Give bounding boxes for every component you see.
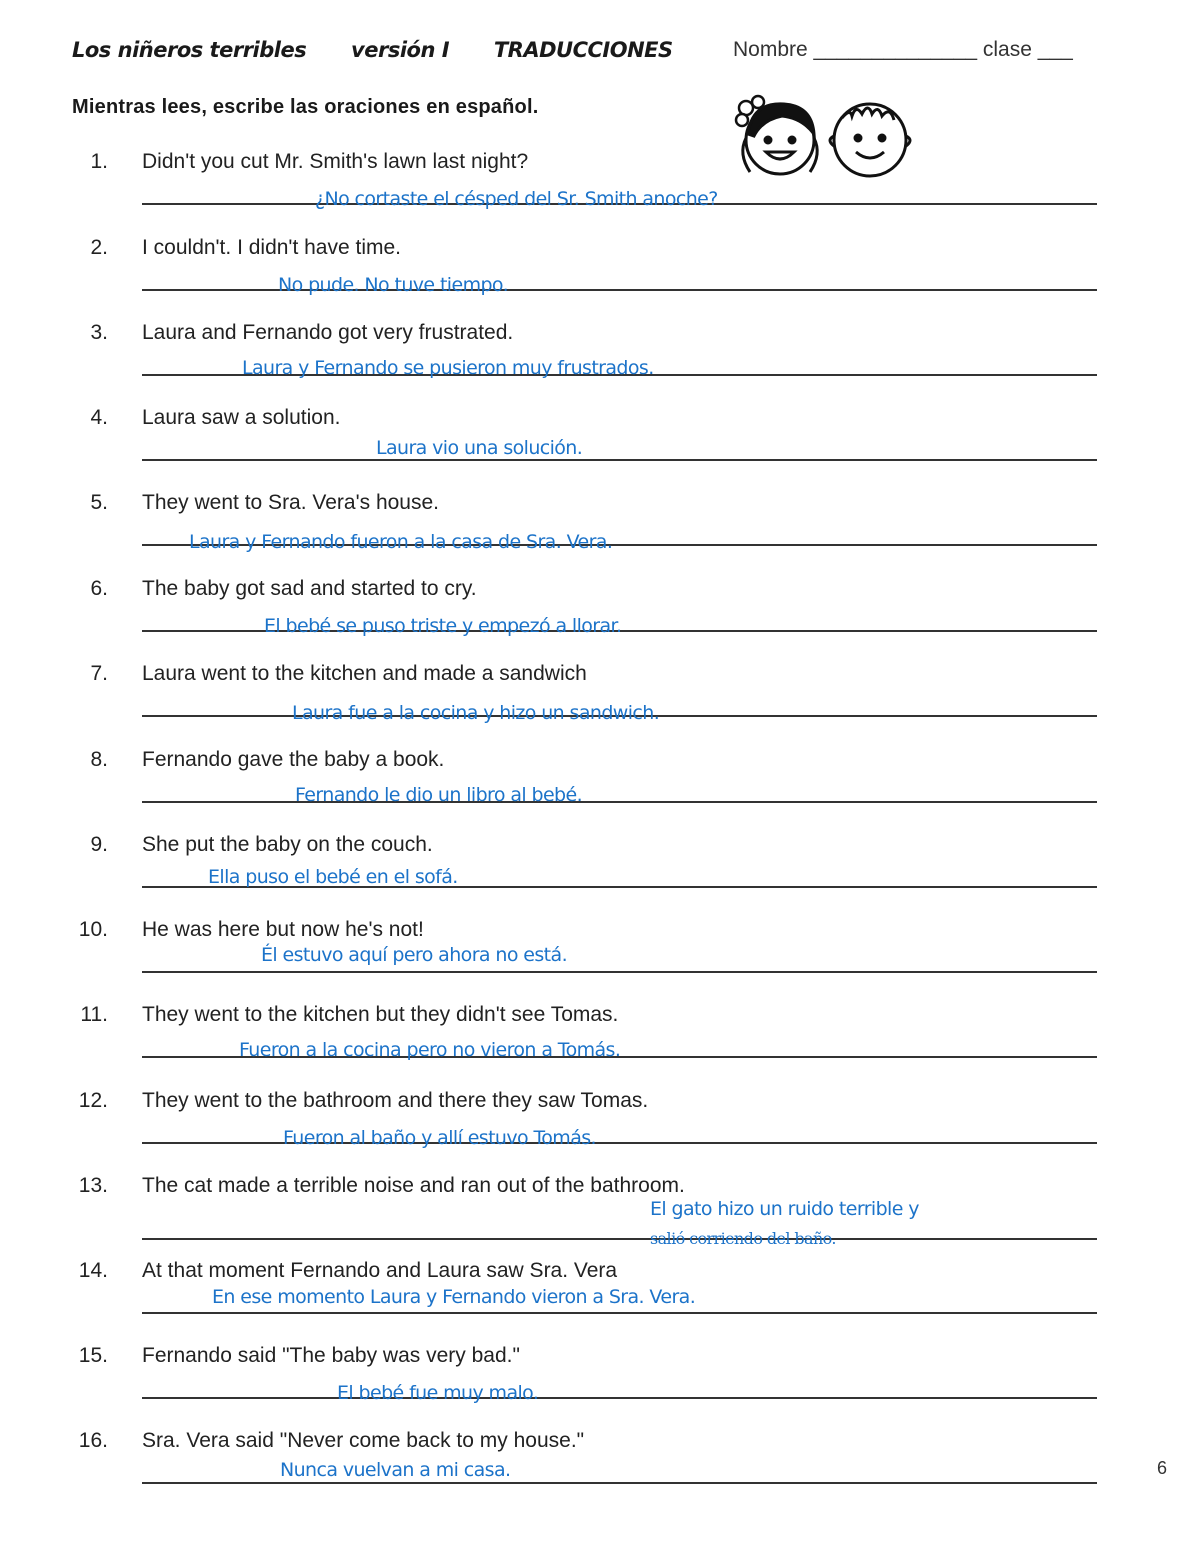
answer-line[interactable] <box>142 459 1097 461</box>
english-sentence: Laura saw a solution. <box>142 406 341 429</box>
item-number: 9. <box>90 833 108 856</box>
item-number: 4. <box>90 406 108 429</box>
spanish-translation: Fernando le dio un libro al bebé. <box>295 784 583 806</box>
translation-item <box>0 321 1200 406</box>
english-sentence: The cat made a terrible noise and ran out of the bathroom. <box>142 1174 685 1197</box>
spanish-translation: Nunca vuelvan a mi casa. <box>280 1459 511 1481</box>
answer-line[interactable] <box>142 801 1097 803</box>
translation-item <box>0 1344 1200 1429</box>
worksheet-title <box>72 38 711 62</box>
english-sentence: Fernando gave the baby a book. <box>142 748 445 771</box>
item-number: 10. <box>78 918 108 941</box>
english-sentence: They went to the bathroom and there they saw Tomas. <box>142 1089 649 1112</box>
spanish-translation: El bebé fue muy malo. <box>337 1382 539 1404</box>
item-number: 12. <box>78 1089 108 1112</box>
english-sentence: Laura went to the kitchen and made a sandwich <box>142 662 587 685</box>
item-number: 14. <box>78 1259 108 1282</box>
spanish-translation: Él estuvo aquí pero ahora no está. <box>261 944 568 966</box>
page-number: 6 <box>1157 1458 1168 1478</box>
spanish-translation: Fueron a la cocina pero no vieron a Tomás. <box>239 1039 621 1061</box>
item-number: 7. <box>90 662 108 685</box>
item-number: 3. <box>90 321 108 344</box>
spanish-translation: Laura y Fernando se pusieron muy frustrados. <box>242 357 654 379</box>
translation-item <box>0 748 1200 833</box>
answer-line[interactable] <box>142 1312 1097 1314</box>
english-sentence: I couldn't. I didn't have time. <box>142 236 401 259</box>
english-sentence: They went to the kitchen but they didn't see Tomas. <box>142 1003 619 1026</box>
section-text: TRADUCCIONES <box>493 38 673 62</box>
english-sentence: Fernando said "The baby was very bad." <box>142 1344 520 1367</box>
translation-item <box>0 236 1200 321</box>
translation-item <box>0 833 1200 918</box>
translation-item <box>0 491 1200 576</box>
item-number: 11. <box>80 1003 108 1026</box>
name-class-field[interactable]: Nombre ______________ clase ___ <box>733 38 1073 61</box>
spanish-translation: En ese momento Laura y Fernando vieron a Sra. Vera. <box>212 1286 696 1308</box>
english-sentence: At that moment Fernando and Laura saw Sra. Vera <box>142 1259 618 1282</box>
translation-item <box>0 406 1200 491</box>
item-number: 16. <box>78 1429 108 1452</box>
spanish-translation: Fueron al baño y allí estuvo Tomás. <box>283 1127 596 1149</box>
translation-item <box>0 1089 1200 1174</box>
item-number: 1. <box>90 150 108 173</box>
item-number: 13. <box>78 1174 108 1197</box>
answer-line[interactable] <box>142 971 1097 973</box>
spanish-translation: Laura y Fernando fueron a la casa de Sra. Vera. <box>189 531 613 553</box>
instructions: Mientras lees, escribe las oraciones en español. <box>72 96 539 118</box>
translation-item <box>0 150 1200 235</box>
english-sentence: He was here but now he's not! <box>142 918 424 941</box>
translation-item <box>0 1003 1200 1088</box>
item-number: 5. <box>90 491 108 514</box>
spanish-translation: Laura vio una solución. <box>376 437 583 459</box>
english-sentence: She put the baby on the couch. <box>142 833 433 856</box>
item-number: 15. <box>78 1344 108 1367</box>
spanish-translation: Laura fue a la cocina y hizo un sandwich. <box>292 702 660 724</box>
translation-item <box>0 918 1200 1003</box>
english-sentence: They went to Sra. Vera's house. <box>142 491 440 514</box>
item-number: 2. <box>90 236 108 259</box>
answer-line[interactable] <box>142 1482 1097 1484</box>
translation-item <box>0 577 1200 662</box>
spanish-translation: No pude. No tuve tiempo. <box>278 274 509 296</box>
answer-line[interactable] <box>142 1397 1097 1399</box>
item-number: 8. <box>90 748 108 771</box>
english-sentence: The baby got sad and started to cry. <box>142 577 477 600</box>
spanish-translation: Ella puso el bebé en el sofá. <box>208 866 458 888</box>
spanish-translation: El bebé se puso triste y empezó a llorar. <box>264 615 622 637</box>
translation-item <box>0 1174 1200 1259</box>
translation-item <box>0 662 1200 747</box>
translation-item <box>0 1429 1200 1514</box>
item-number: 6. <box>90 577 108 600</box>
spanish-translation: ¿No cortaste el césped del Sr. Smith anoche? <box>315 188 718 210</box>
answer-line[interactable] <box>142 1238 1097 1240</box>
english-sentence: Sra. Vera said "Never come back to my house." <box>142 1429 585 1452</box>
english-sentence: Didn't you cut Mr. Smith's lawn last night? <box>142 150 529 173</box>
english-sentence: Laura and Fernando got very frustrated. <box>142 321 514 344</box>
version-text: versión I <box>351 38 450 62</box>
spanish-translation: El gato hizo un ruido terrible y <box>650 1198 919 1220</box>
spanish-translation-continued: salió corriendo del baño. <box>650 1229 836 1248</box>
title-text: Los niñeros terribles <box>72 38 307 62</box>
translation-item <box>0 1259 1200 1344</box>
